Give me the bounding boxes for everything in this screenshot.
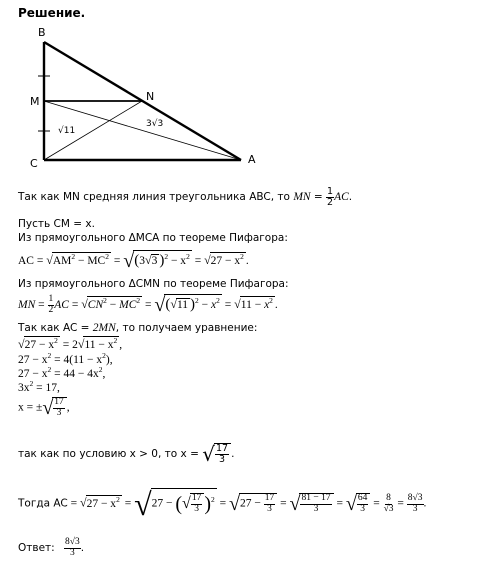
label-b: B bbox=[38, 26, 46, 39]
line-let-cm: Пусть CM = x. bbox=[18, 218, 95, 230]
solution-title: Решение. bbox=[18, 6, 86, 20]
answer-line: Ответ: $\frac{8√3}{3}$ . bbox=[18, 537, 85, 558]
line-ac-equation: AC = $√AM^2 - MC^2 = √(3√3$ )$^2 - x^2 = √27 - x^2$ . bbox=[18, 250, 249, 273]
midline-text: Так как MN средняя линия треугольника ABC, то bbox=[18, 191, 290, 203]
line-eq-5: x = ±√ $\frac{17}{3}$ , bbox=[18, 397, 70, 419]
line-eq-4: $3x^2 = 17$, bbox=[18, 379, 60, 394]
line-x-positive: так как по условию x > 0, то x = √ $\frac{17}{3}$ . bbox=[18, 442, 235, 466]
line-pythagoras-mca: Из прямоугольного ΔMCA по теореме Пифагора: bbox=[18, 232, 288, 244]
segment-label-mn: 3√3 bbox=[146, 119, 164, 129]
line-eq-2: $27 - x^2 = 4(11 - x^2)$, bbox=[18, 351, 113, 366]
line-mn-equation: MN = $\frac{1}{2}$ AC = $√CN^2 - MC^2 = √(√11$ )$^2 - x^2 = √11 - x^2$ . bbox=[18, 294, 278, 317]
answer-value: $\frac{8√3}{3}$ bbox=[65, 537, 80, 558]
triangle-figure bbox=[0, 0, 493, 180]
line-eq-1: $√27 - x^2 = 2√11 - x^2$ , bbox=[18, 336, 123, 351]
segment-label-cn: √11 bbox=[58, 126, 76, 136]
label-m: M bbox=[30, 95, 40, 108]
label-n: N bbox=[146, 90, 155, 103]
line-pythagoras-cmn: Из прямоугольного ΔCMN по теореме Пифагора: bbox=[18, 278, 289, 290]
line-ac-2mn: Так как AC = 2MN, то получаем уравнение: bbox=[18, 322, 258, 334]
line-midline-statement: Так как MN средняя линия треугольника ABC, то MN = $\frac{1}{2}$ AC. bbox=[18, 186, 353, 208]
line-eq-3: $27 - x^2 = 44 - 4x^2$, bbox=[18, 365, 106, 380]
line-ac-result: Тогда AC = $√27 - x^2 = √27$ − (√ $\frac{17}{3}$ )$^2$ = √27 − $\frac{17}{3}$ = √ $\frac{81 - 17}{3}$ = √ $\frac{64}{3}$ = $\frac{8}{√3}$ = $\frac{8√3}{3}$ . bbox=[18, 486, 427, 522]
answer-label: Ответ: bbox=[18, 542, 55, 554]
label-c: C bbox=[30, 157, 38, 170]
label-a: A bbox=[248, 153, 256, 166]
